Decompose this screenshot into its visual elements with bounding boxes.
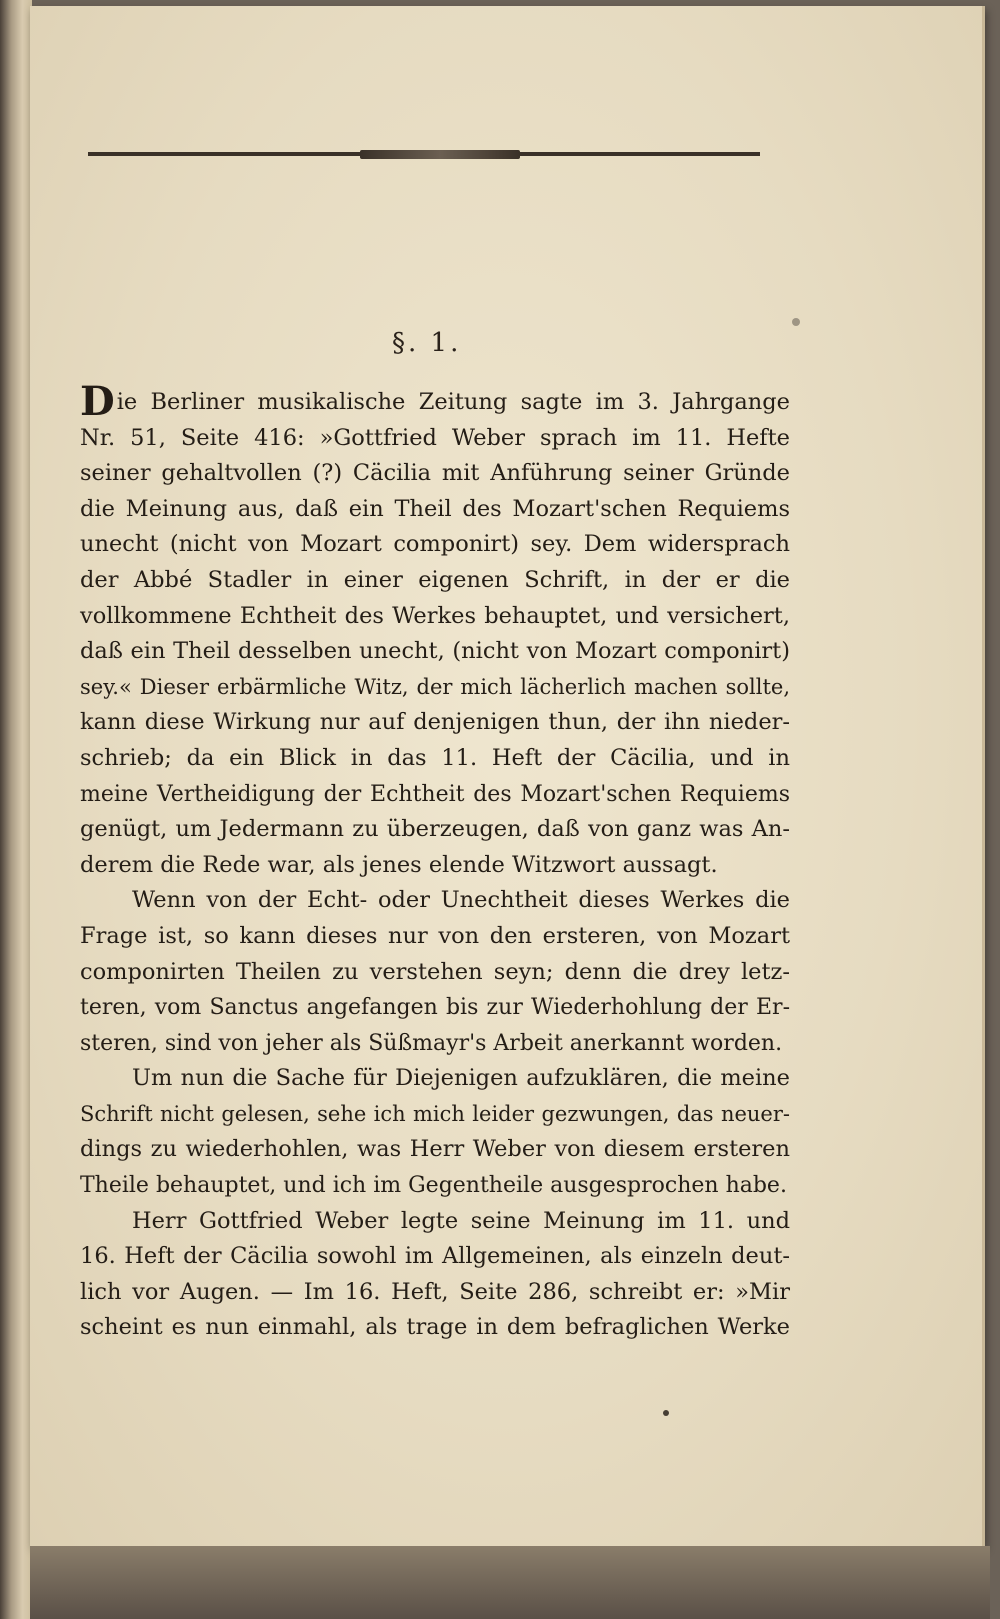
text-line: sey.« Dieser erbärmliche Witz, der mich lächerlich machen sollte,	[80, 674, 790, 699]
text-line: Um nun die Sache für Diejenigen aufzuklären, die meine	[132, 1065, 790, 1092]
text-line: steren, sind von jeher als Süßmayr's Arbeit anerkannt worden.	[80, 1030, 783, 1056]
text-line: vollkommene Echtheit des Werkes behauptet, und versichert,	[80, 602, 790, 629]
text-line: seiner gehaltvollen (?) Cäcilia mit Anführung seiner Gründe	[80, 460, 790, 487]
paper-stain	[792, 318, 800, 326]
text-line: Herr Gottfried Weber legte seine Meinung im 11. und	[132, 1207, 790, 1234]
text-line: Frage ist, so kann dieses nur von den ersteren, von Mozart	[80, 922, 790, 949]
text-line: lich vor Augen. — Im 16. Heft, Seite 286, schreibt er: »Mir	[80, 1278, 790, 1305]
text-line: die Meinung aus, daß ein Theil des Mozart'schen Requiems	[80, 495, 790, 522]
paragraph	[80, 1061, 790, 1203]
paragraph	[80, 378, 790, 883]
text-line: der Abbé Stadler in einer eigenen Schrift, in der er die	[80, 566, 790, 593]
text-line: meine Vertheidigung der Echtheit des Mozart'schen Requiems	[80, 781, 790, 807]
header-rule-ornament	[360, 150, 520, 159]
text-line: 16. Heft der Cäcilia sowohl im Allgemeinen, als einzeln deut-	[80, 1243, 790, 1270]
text-line: componirten Theilen zu verstehen seyn; denn die drey letz-	[80, 958, 790, 985]
body-text	[80, 378, 790, 1346]
text-line: kann diese Wirkung nur auf denjenigen thun, der ihn nieder-	[80, 709, 790, 736]
text-line: genügt, um Jedermann zu überzeugen, daß von ganz was An-	[80, 816, 790, 843]
ink-dot	[663, 1410, 669, 1416]
text-line: Die Berliner musikalische Zeitung sagte im 3. Jahrgange	[80, 378, 790, 425]
text-line: dings zu wiederhohlen, was Herr Weber von diesem ersteren	[80, 1136, 790, 1163]
text-line: Wenn von der Echt- oder Unechtheit dieses Werkes die	[132, 887, 790, 914]
section-heading: §. 1.	[392, 328, 462, 358]
text-line: daß ein Theil desselben unecht, (nicht von Mozart componirt)	[80, 638, 790, 665]
paragraph	[80, 883, 790, 1061]
text-line: unecht (nicht von Mozart componirt) sey. Dem widersprach	[80, 531, 790, 558]
book-spine-edge	[0, 0, 32, 1619]
text-line: Nr. 51, Seite 416: »Gottfried Weber sprach im 11. Hefte	[80, 424, 790, 451]
text-line: derem die Rede war, als jenes elende Witzwort aussagt.	[80, 851, 718, 878]
page-bottom-shadow	[30, 1546, 990, 1619]
text-line: schrieb; da ein Blick in das 11. Heft der Cäcilia, und in	[80, 744, 790, 771]
text-line: scheint es nun einmahl, als trage in dem befraglichen Werke	[80, 1314, 790, 1341]
text-line: Schrift nicht gelesen, sehe ich mich leider gezwungen, das neuer-	[80, 1101, 790, 1126]
drop-cap: D	[80, 378, 115, 425]
text-line: Theile behauptet, und ich im Gegentheile ausgesprochen habe.	[80, 1173, 787, 1199]
text-line: teren, vom Sanctus angefangen bis zur Wiederhohlung der Er-	[80, 995, 790, 1021]
paragraph	[80, 1204, 790, 1346]
